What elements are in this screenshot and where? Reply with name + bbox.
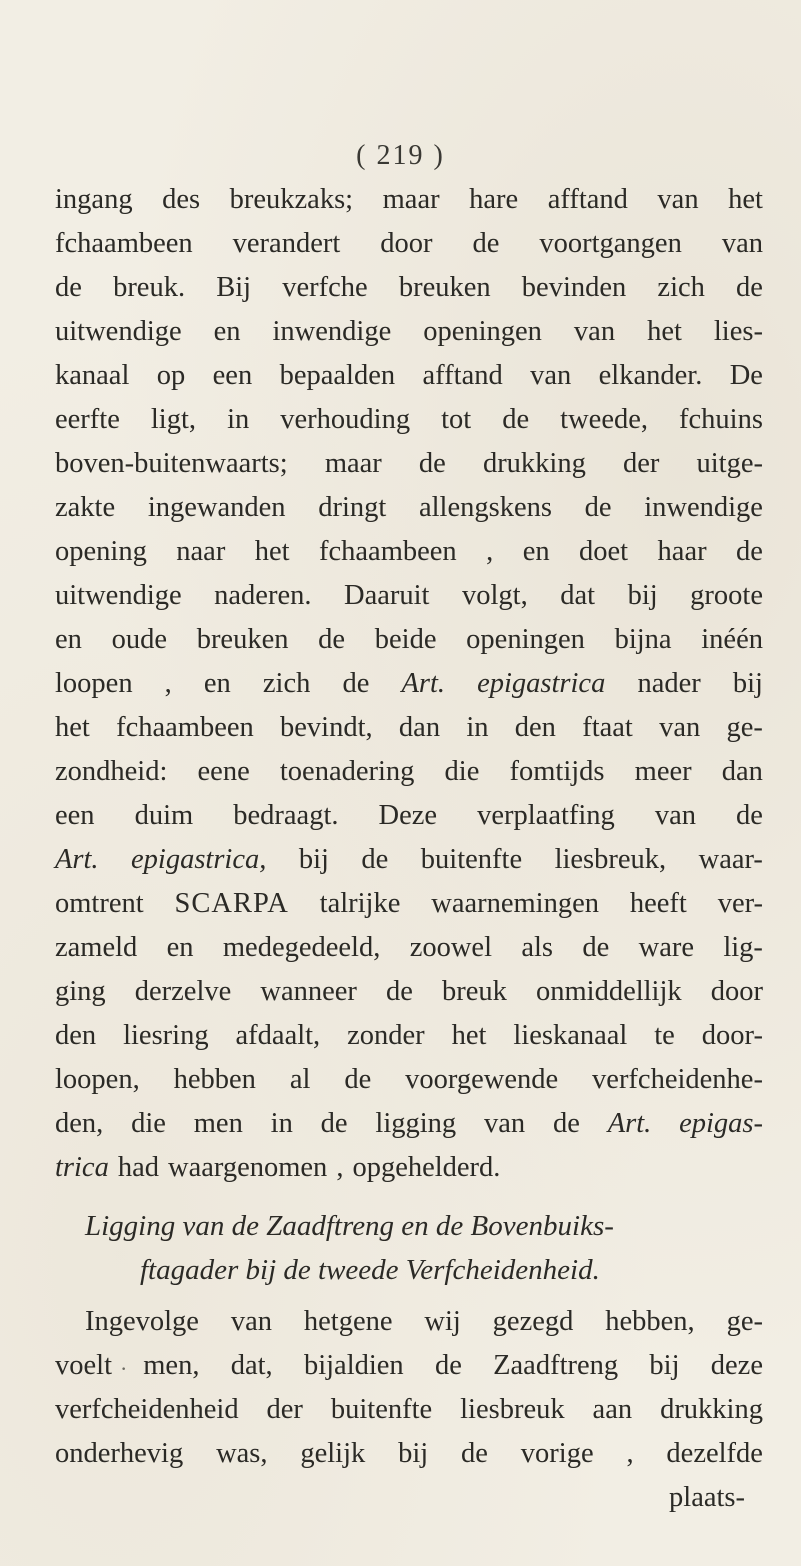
word: opening	[55, 536, 147, 567]
word: naderen.	[214, 580, 312, 611]
word: bedraagt.	[233, 800, 339, 831]
word: de	[502, 404, 530, 435]
word: onmiddellijk	[535, 976, 682, 1007]
text-line	[55, 442, 763, 486]
word: ftaat	[582, 712, 633, 743]
word: bij	[627, 580, 658, 611]
word: waar-	[698, 844, 763, 875]
body-text	[55, 178, 763, 1520]
word: verhouding	[280, 404, 411, 435]
word: ,	[626, 1438, 634, 1469]
word: verandert	[232, 228, 341, 259]
word: het	[728, 184, 763, 215]
word: verfche	[282, 272, 368, 303]
word: lies-	[713, 316, 763, 347]
word: Daaruit	[344, 580, 430, 611]
text-line	[55, 1146, 763, 1190]
word: lig-	[723, 932, 763, 963]
word: bevindt,	[280, 712, 373, 743]
word: zich	[657, 272, 705, 303]
word: De	[729, 360, 763, 391]
catchword: plaats-	[669, 1482, 745, 1513]
word: verplaatfing	[477, 800, 615, 831]
word: openingen	[466, 624, 585, 655]
word: dringt	[318, 492, 387, 523]
word: een	[55, 800, 95, 831]
heading-line-2: ftagader bij de tweede Verfcheidenheid.	[140, 1254, 600, 1286]
word: bepaalden	[279, 360, 396, 391]
word: uitwendige	[55, 580, 182, 611]
word: te	[654, 1020, 675, 1051]
word: naar	[176, 536, 226, 567]
word: derzelve	[134, 976, 232, 1007]
text-line	[55, 266, 763, 310]
word: men,	[143, 1350, 200, 1381]
word: doet	[579, 536, 629, 567]
word: was,	[216, 1438, 268, 1469]
word: ligging	[375, 1108, 457, 1139]
word: als	[521, 932, 554, 963]
word: den	[514, 712, 556, 743]
word: de	[418, 448, 446, 479]
word: openingen	[423, 316, 542, 347]
word: inwendige	[272, 316, 392, 347]
word: ligt,	[150, 404, 197, 435]
text-line	[55, 926, 763, 970]
section-heading	[55, 1204, 763, 1292]
word: de	[736, 272, 763, 303]
word: zakte	[55, 492, 116, 523]
word: medegedeeld,	[222, 932, 381, 963]
text-line	[55, 970, 763, 1014]
word: hebben,	[605, 1306, 695, 1337]
text-line	[55, 1058, 763, 1102]
word: ware	[638, 932, 694, 963]
text-line	[55, 1344, 763, 1388]
word: en	[213, 316, 241, 347]
word: maar	[382, 184, 440, 215]
word: bij	[298, 844, 329, 875]
word: door	[380, 228, 433, 259]
word: ge-	[726, 712, 763, 743]
page-number: ( 219 )	[356, 140, 445, 171]
word: oude	[111, 624, 167, 655]
word: Art.	[401, 668, 445, 699]
word: voortgangen	[539, 228, 682, 259]
word: het	[55, 712, 90, 743]
word: hetgene	[303, 1306, 393, 1337]
word: SCARPA	[174, 888, 289, 919]
word: van	[530, 360, 572, 391]
word: in	[466, 712, 489, 743]
word: fchaambeen	[55, 228, 193, 259]
word: dan	[398, 712, 441, 743]
word: de	[552, 1108, 580, 1139]
word: de	[736, 536, 763, 567]
word: haar	[657, 536, 707, 567]
word: zich	[262, 668, 311, 699]
paragraph-2	[55, 1300, 763, 1476]
text-line	[55, 838, 763, 882]
word: de	[320, 1108, 348, 1139]
word: en	[522, 536, 550, 567]
text-line	[55, 398, 763, 442]
word: boven-buitenwaarts;	[55, 448, 288, 479]
word: tweede,	[560, 404, 648, 435]
word: eene	[197, 756, 250, 787]
word: breuken	[196, 624, 289, 655]
word: de	[344, 1064, 372, 1095]
word: de	[386, 976, 413, 1007]
word: zameld	[55, 932, 138, 963]
text-line	[55, 574, 763, 618]
word: gezegd	[492, 1306, 574, 1337]
word: dat	[560, 580, 596, 611]
word: epigastrica,	[131, 844, 267, 875]
word: al	[289, 1064, 311, 1095]
word: elkander.	[598, 360, 703, 391]
word: vorige	[520, 1438, 594, 1469]
word: die	[131, 1108, 166, 1139]
word: men	[193, 1108, 243, 1139]
word: uitge-	[696, 448, 763, 479]
word: breuk.	[113, 272, 186, 303]
word: en	[203, 668, 231, 699]
word: de	[584, 492, 612, 523]
word: ,	[164, 668, 172, 699]
text-line	[55, 486, 763, 530]
word: omtrent	[55, 888, 144, 919]
word: de	[55, 272, 82, 303]
word: in	[227, 404, 250, 435]
text-line	[55, 794, 763, 838]
word: ver-	[717, 888, 763, 919]
word: toenadering	[279, 756, 415, 787]
heading-line-1: Ligging van de Zaadftreng en de Bovenbuiks-	[85, 1210, 614, 1242]
word: voorgewende	[405, 1064, 559, 1095]
word: epigastrica	[477, 668, 606, 699]
word: nader	[637, 668, 701, 699]
word: Ingevolge	[85, 1306, 199, 1337]
word: drukking	[660, 1394, 763, 1425]
word: liesring	[123, 1020, 209, 1051]
word: Zaadftreng	[493, 1350, 619, 1381]
word: buitenfte	[330, 1394, 433, 1425]
word: in	[270, 1108, 293, 1139]
word: de	[342, 668, 370, 699]
word: buitenfte	[420, 844, 523, 875]
word: wanneer	[260, 976, 357, 1007]
text-line	[55, 1014, 763, 1058]
word: waarnemingen	[431, 888, 599, 919]
word: het	[647, 316, 682, 347]
word: meer	[634, 756, 692, 787]
word: bij	[398, 1438, 429, 1469]
word: uitwendige	[55, 316, 182, 347]
word: maar	[324, 448, 382, 479]
word: der	[266, 1394, 303, 1425]
word: verfcheidenhe-	[592, 1064, 763, 1095]
word: door	[710, 976, 763, 1007]
word: het	[451, 1020, 487, 1051]
word: en	[166, 932, 194, 963]
word: ,	[336, 1152, 344, 1183]
word: duim	[134, 800, 194, 831]
text-line	[55, 882, 763, 926]
text-line	[55, 750, 763, 794]
word: bevinden	[521, 272, 627, 303]
word: breuk	[442, 976, 507, 1007]
word: onderhevig	[55, 1438, 184, 1469]
word: van	[654, 800, 696, 831]
word: loopen	[55, 668, 133, 699]
word: van	[721, 228, 763, 259]
word: afftand	[547, 184, 628, 215]
word: de	[461, 1438, 488, 1469]
word: ,	[486, 536, 494, 567]
word: afftand	[422, 360, 503, 391]
word: ge-	[726, 1306, 763, 1337]
word: dat,	[230, 1350, 273, 1381]
word: des	[162, 184, 201, 215]
word: den,	[55, 1108, 104, 1139]
word: die	[444, 756, 480, 787]
text-line	[55, 1102, 763, 1146]
word: talrijke	[319, 888, 401, 919]
word: verfcheidenheid	[55, 1394, 239, 1425]
word: groote	[690, 580, 763, 611]
word: opgehelderd.	[352, 1152, 501, 1183]
word: de	[472, 228, 500, 259]
word: fchuins	[679, 404, 763, 435]
word: wij	[424, 1306, 461, 1337]
word: zondheid:	[55, 756, 168, 787]
word: breukzaks;	[229, 184, 354, 215]
word: liesbreuk,	[554, 844, 667, 875]
word: van	[659, 712, 701, 743]
word: voelt	[55, 1350, 112, 1381]
word: kanaal	[55, 360, 130, 391]
word: bij	[732, 668, 763, 699]
text-line	[55, 1300, 763, 1344]
word: liesbreuk	[460, 1394, 565, 1425]
word: bijaldien	[303, 1350, 404, 1381]
text-line	[55, 618, 763, 662]
word: van	[230, 1306, 272, 1337]
word: epigas-	[679, 1108, 763, 1139]
word: waargenomen	[167, 1152, 328, 1183]
word: op	[156, 360, 186, 391]
word: zonder	[347, 1020, 425, 1051]
word: de	[318, 624, 346, 655]
word: de	[434, 1350, 462, 1381]
word: deze	[710, 1350, 763, 1381]
word: van	[657, 184, 699, 215]
word: inwendige	[644, 492, 763, 523]
text-line	[55, 1388, 763, 1432]
word: bijna	[614, 624, 672, 655]
text-line	[55, 222, 763, 266]
word: bij	[649, 1350, 680, 1381]
word: Deze	[378, 800, 438, 831]
word: hebben	[173, 1064, 256, 1095]
word: dezelfde	[666, 1438, 763, 1469]
word: ingewanden	[147, 492, 286, 523]
word: het	[254, 536, 290, 567]
word: breuken	[398, 272, 491, 303]
word: de	[736, 800, 763, 831]
text-line	[55, 354, 763, 398]
word: van	[573, 316, 616, 347]
word: beide	[374, 624, 437, 655]
word: door-	[701, 1020, 763, 1051]
word: eerfte	[55, 404, 120, 435]
text-line	[55, 530, 763, 574]
word: drukking	[482, 448, 586, 479]
word: den	[55, 1020, 97, 1051]
word: van	[484, 1108, 526, 1139]
word: hare	[469, 184, 519, 215]
word: ingang	[55, 184, 133, 215]
word: loopen,	[55, 1064, 140, 1095]
word: de	[361, 844, 389, 875]
word: afdaalt,	[235, 1020, 321, 1051]
word: fomtijds	[509, 756, 605, 787]
word: heeft	[629, 888, 687, 919]
word: Bij	[216, 272, 252, 303]
word: tot	[441, 404, 472, 435]
word: Art.	[55, 844, 99, 875]
word: allengskens	[418, 492, 552, 523]
word: inéén	[701, 624, 763, 655]
word: volgt,	[461, 580, 528, 611]
word: de	[582, 932, 610, 963]
text-line	[55, 706, 763, 750]
word: had	[117, 1152, 159, 1183]
word: een	[212, 360, 253, 391]
stray-mark: ·	[120, 1356, 128, 1381]
word: aan	[592, 1394, 633, 1425]
word: fchaambeen	[319, 536, 457, 567]
text-line	[55, 662, 763, 706]
word: gelijk	[300, 1438, 366, 1469]
paragraph-1	[55, 178, 763, 1190]
text-line	[55, 310, 763, 354]
text-line	[55, 1432, 763, 1476]
text-line	[55, 178, 763, 222]
word: der	[622, 448, 660, 479]
word: fchaambeen	[116, 712, 254, 743]
word: Art.	[607, 1108, 652, 1139]
word: ging	[55, 976, 106, 1007]
word: dan	[721, 756, 763, 787]
word: trica	[55, 1152, 109, 1183]
word: zoowel	[409, 932, 493, 963]
word: en	[55, 624, 82, 655]
word: lieskanaal	[513, 1020, 628, 1051]
